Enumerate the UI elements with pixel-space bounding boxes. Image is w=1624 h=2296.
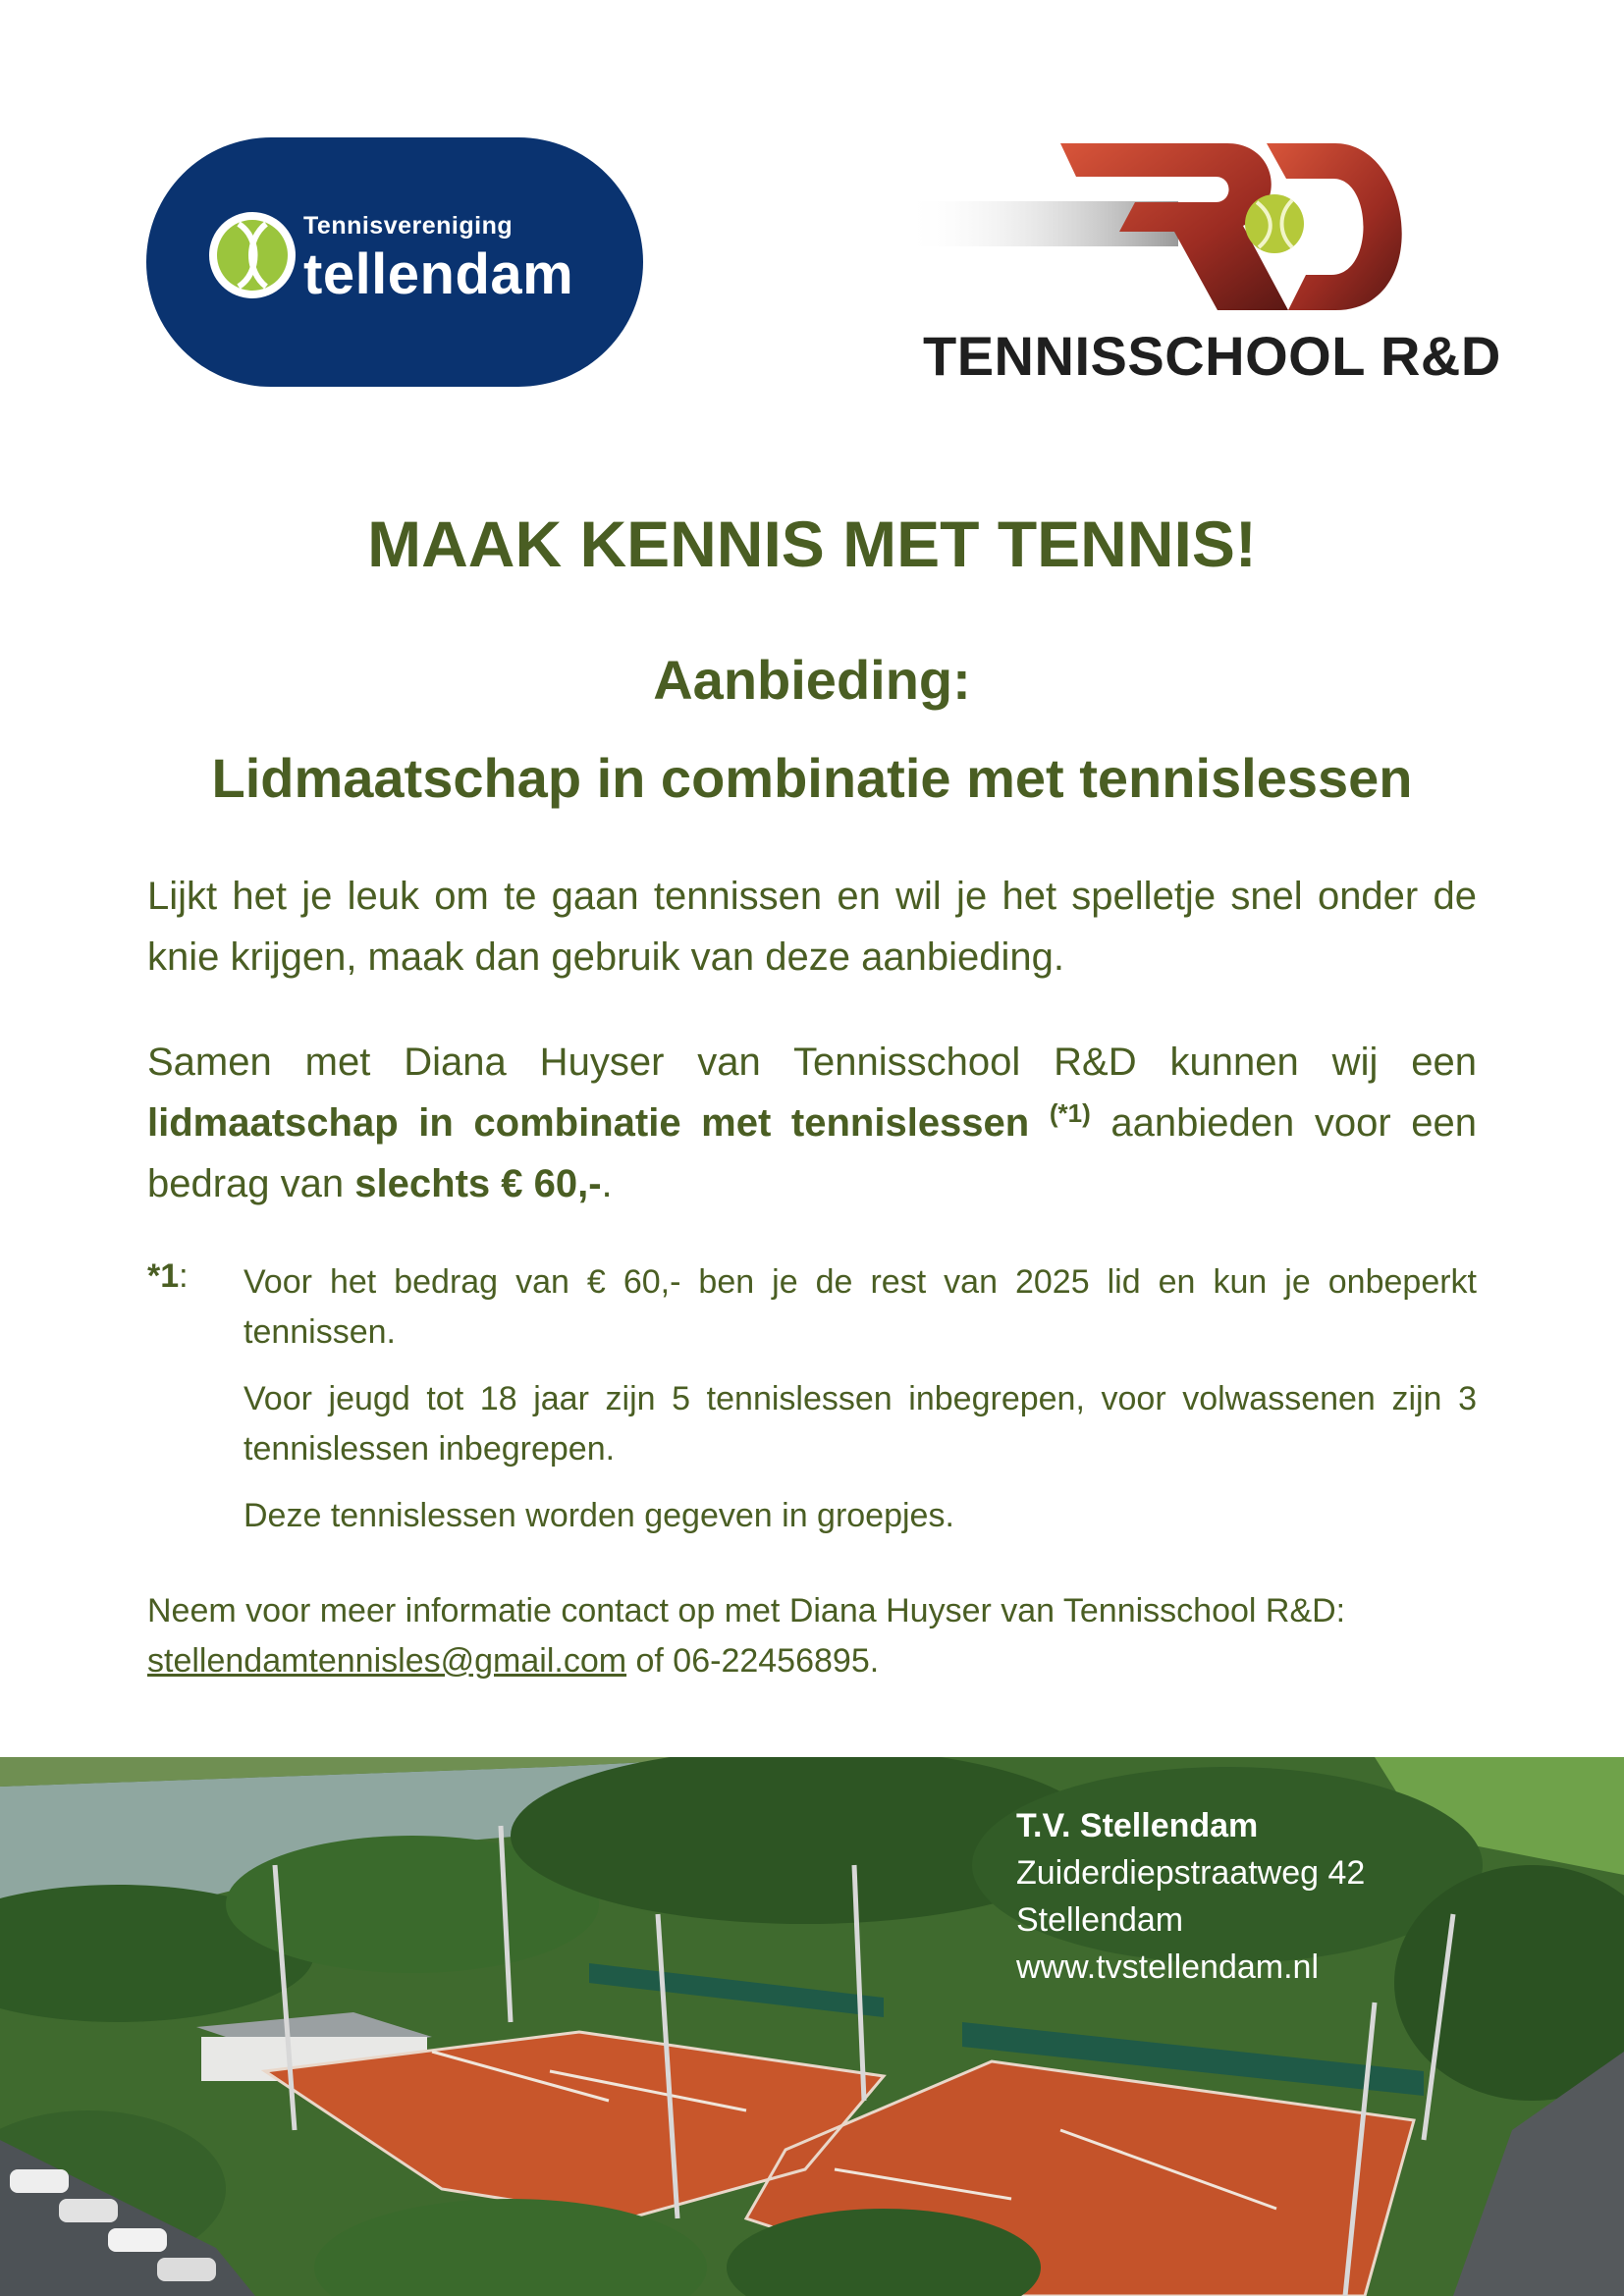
tennisschool-logo-name: TENNISSCHOOL R&D: [923, 325, 1501, 387]
club-address: [1016, 1802, 1365, 1991]
contact-paragraph: [147, 1586, 1477, 1686]
footnote-colon: :: [179, 1257, 189, 1295]
club-address-name: T.V. Stellendam: [1016, 1807, 1259, 1844]
rd-emblem-icon: [903, 137, 1483, 324]
footnote-line-3: Deze tennislessen worden gegeven in groepjes.: [244, 1497, 954, 1534]
offer-text-mid: aanbieden voor een bedrag van: [147, 1101, 1477, 1205]
footnote-marker: *1: [147, 1257, 180, 1295]
footnote-line-1: Voor het bedrag van € 60,- ben je de rest van 2025 lid en kun je onbeperkt tennissen.: [244, 1263, 1477, 1351]
club-logo: [146, 137, 643, 387]
club-logo-subtitle: Tennisvereniging: [303, 212, 514, 240]
contact-phone: of 06-22456895.: [626, 1642, 880, 1680]
club-website[interactable]: www.tvstellendam.nl: [1016, 1949, 1320, 1986]
intro-paragraph: Lijkt het je leuk om te gaan tennissen en wil je het spelletje snel onder de knie krijgen, maak dan gebruik van deze aanbieding.: [147, 875, 1477, 979]
contact-intro: Neem voor meer informatie contact op met Diana Huyser van Tennisschool R&D:: [147, 1592, 1346, 1629]
offer-heading: Aanbieding:: [653, 649, 971, 711]
tennis-park-photo: [0, 1757, 1624, 2296]
tennis-ball-icon: [209, 212, 296, 298]
footnote-line-2: Voor jeugd tot 18 jaar zijn 5 tennislessen inbegrepen, voor volwassenen zijn 3 tennislessen inbegrepen.: [244, 1380, 1477, 1468]
offer-text-start: Samen met Diana Huyser van Tennisschool R&D kunnen wij een: [147, 1041, 1477, 1084]
club-logo-name: tellendam: [303, 242, 574, 306]
offer-paragraph: [147, 1032, 1477, 1214]
offer-text-end: .: [601, 1162, 613, 1205]
offer-price: slechts € 60,-: [354, 1162, 602, 1205]
footnote-label: [147, 1257, 189, 1296]
offer-subtitle: Lidmaatschap in combinatie met tennislessen: [211, 747, 1413, 809]
page-title: MAAK KENNIS MET TENNIS!: [367, 507, 1257, 580]
club-address-city: Stellendam: [1016, 1901, 1184, 1939]
email-link[interactable]: stellendamtennisles@gmail.com: [147, 1642, 627, 1680]
offer-highlight: lidmaatschap in combinatie met tennislessen: [147, 1101, 1030, 1145]
footnote-reference: (*1): [1049, 1098, 1091, 1128]
tennisschool-logo: [903, 137, 1501, 393]
club-address-street: Zuiderdiepstraatweg 42: [1016, 1854, 1366, 1892]
